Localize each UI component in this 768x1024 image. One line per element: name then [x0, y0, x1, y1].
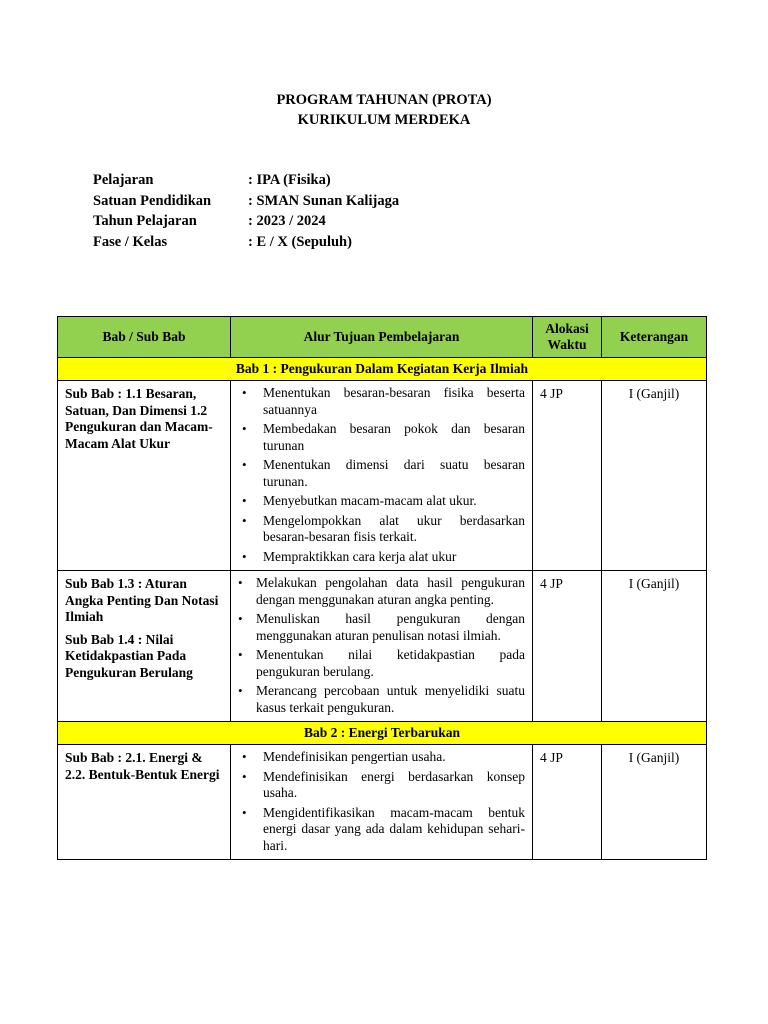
- objective-item: • Menentukan nilai ketidakpastian pada pengukuran berulang.: [231, 647, 525, 680]
- document-info: [93, 172, 399, 254]
- info-value: : IPA (Fisika): [248, 172, 331, 188]
- objectives-cell: [231, 745, 533, 860]
- objective-item: • Menyebutkan macam-macam alat ukur.: [231, 493, 525, 510]
- table-row: [58, 381, 707, 571]
- chapter-row: [58, 358, 707, 381]
- sub-bab-cell: [58, 571, 231, 722]
- info-label: Tahun Pelajaran: [93, 213, 197, 229]
- objective-item: • Membedakan besaran pokok dan besaran turunan: [231, 421, 525, 454]
- objective-item: • Menuliskan hasil pengukuran dengan menggunakan aturan penulisan notasi ilmiah.: [231, 611, 525, 644]
- info-row: [93, 193, 399, 214]
- keterangan-cell: I (Ganjil): [602, 571, 707, 722]
- alokasi-cell: 4 JP: [533, 745, 602, 860]
- keterangan-cell: I (Ganjil): [602, 745, 707, 860]
- header-alur: Alur Tujuan Pembelajaran: [231, 317, 533, 358]
- info-row: [93, 234, 399, 255]
- alokasi-cell: 4 JP: [533, 381, 602, 571]
- objective-item: • Merancang percobaan untuk menyelidiki suatu kasus terkait pengukuran.: [231, 683, 525, 716]
- sub-bab-cell: Sub Bab : 2.1. Energi & 2.2. Bentuk-Bentuk Energi: [58, 745, 231, 860]
- chapter-title: Bab 1 : Pengukuran Dalam Kegiatan Kerja Ilmiah: [58, 358, 707, 381]
- objective-item: • Mengidentifikasikan macam-macam bentuk energi dasar yang ada dalam kehidupan sehari-hari.: [231, 805, 525, 855]
- objective-item: • Menentukan besaran-besaran fisika beserta satuannya: [231, 385, 525, 418]
- header-keterangan: Keterangan: [602, 317, 707, 358]
- header-alokasi: Alokasi Waktu: [533, 317, 602, 358]
- chapter-title: Bab 2 : Energi Terbarukan: [58, 722, 707, 745]
- objective-item: • Menentukan dimensi dari suatu besaran turunan.: [231, 457, 525, 490]
- header-bab: Bab / Sub Bab: [58, 317, 231, 358]
- keterangan-cell: I (Ganjil): [602, 381, 707, 571]
- info-value: : 2023 / 2024: [248, 213, 326, 229]
- info-row: [93, 213, 399, 234]
- objective-item: • Mendefinisikan pengertian usaha.: [231, 749, 525, 766]
- table-row: [58, 745, 707, 860]
- objectives-list: [231, 571, 532, 721]
- prota-table: [57, 316, 707, 860]
- sub-bab-cell: Sub Bab : 1.1 Besaran, Satuan, Dan Dimensi 1.2 Pengukuran dan Macam-Macam Alat Ukur: [58, 381, 231, 571]
- document-subtitle: KURIKULUM MERDEKA: [297, 112, 471, 128]
- objectives-list: [231, 381, 532, 570]
- info-label: Fase / Kelas: [93, 233, 168, 250]
- sub-bab-text: Sub Bab 1.4 : Nilai Ketidakpastian Pada Pengukuran Berulang: [65, 631, 193, 680]
- info-value: : SMAN Sunan Kalijaga: [248, 192, 400, 209]
- info-row: [93, 172, 399, 193]
- info-value: : E / X (Sepuluh): [248, 233, 352, 250]
- objective-item: • Mempraktikkan cara kerja alat ukur: [231, 549, 525, 566]
- alokasi-cell: 4 JP: [533, 571, 602, 722]
- info-label: Satuan Pendidikan: [93, 192, 212, 209]
- document-title: PROGRAM TAHUNAN (PROTA): [276, 92, 492, 108]
- chapter-row: [58, 722, 707, 745]
- objectives-cell: [231, 381, 533, 571]
- sub-bab-text: Sub Bab 1.3 : Aturan Angka Penting Dan Notasi Ilmiah: [65, 576, 219, 624]
- objectives-cell: [231, 571, 533, 722]
- objective-item: • Mendefinisikan energi berdasarkan konsep usaha.: [231, 769, 525, 802]
- objective-item: • Melakukan pengolahan data hasil pengukuran dengan menggunakan aturan angka penting.: [231, 575, 525, 608]
- objectives-list: [231, 745, 532, 859]
- objective-item: • Mengelompokkan alat ukur berdasarkan besaran-besaran fisis terkait.: [231, 513, 525, 546]
- table-row: [58, 571, 707, 722]
- info-label: Pelajaran: [93, 172, 154, 188]
- table-header-row: [58, 317, 707, 358]
